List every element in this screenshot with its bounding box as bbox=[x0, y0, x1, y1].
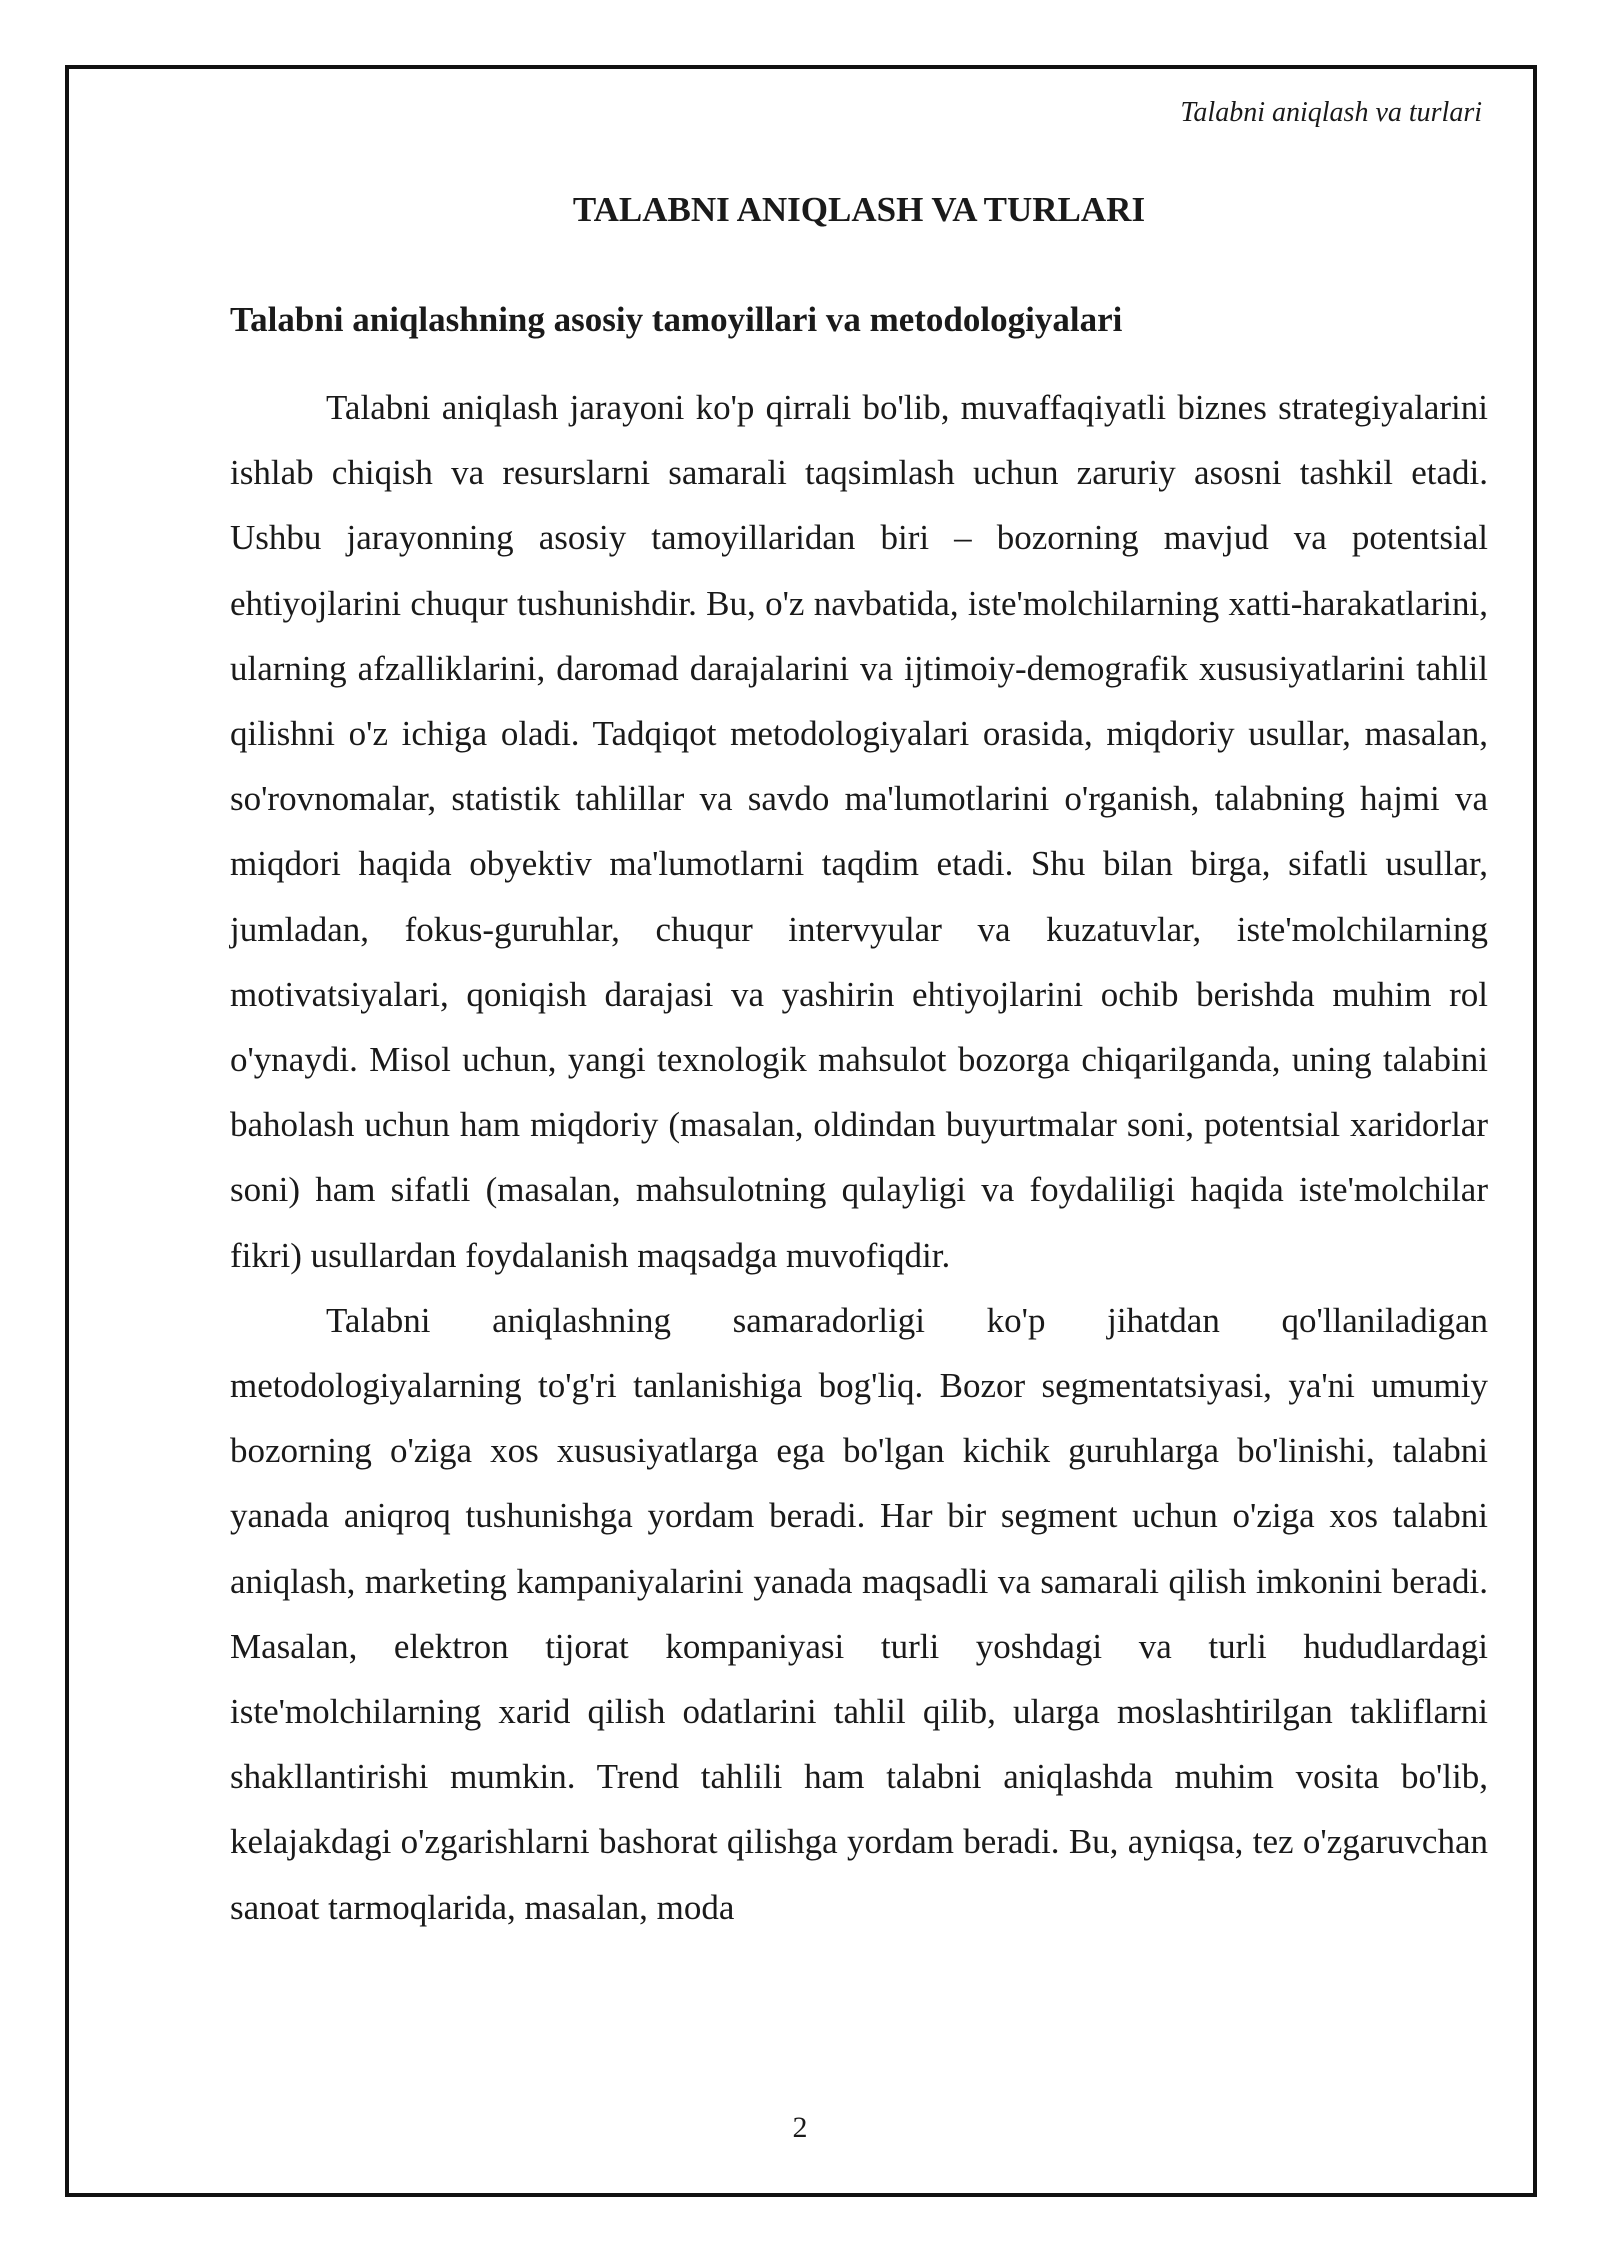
running-header: Talabni aniqlash va turlari bbox=[1180, 97, 1482, 128]
body-text bbox=[230, 375, 1488, 1940]
paragraph-1: Talabni aniqlash jarayoni ko'p qirrali bo'lib, muvaffaqiyatli biznes strategiyalarini ishlab chiqish va resurslarni samarali taqsimlash uchun zaruriy asosni tashkil etadi. Ushbu jarayonning asosiy tamoyillaridan biri – bozorning mavjud va potentsial ehtiyojlarini chuqur tushunishdir. Bu, o'z navbatida, iste'molchilarning xatti-harakatlarini, ularning afzalliklarini, daromad darajalarini va ijtimoiy-demografik xususiyatlarini tahlil qilishni o'z ichiga oladi. Tadqiqot metodologiyalari orasida, miqdoriy usullar, masalan, so'rovnomalar, statistik tahlillar va savdo ma'lumotlarini o'rganish, talabning hajmi va miqdori haqida obyektiv ma'lumotlarni taqdim etadi. Shu bilan birga, sifatli usullar, jumladan, fokus-guruhlar, chuqur intervyular va kuzatuvlar, iste'molchilarning motivatsiyalari, qoniqish darajasi va yashirin ehtiyojlarini ochib berishda muhim rol o'ynaydi. Misol uchun, yangi texnologik mahsulot bozorga chiqarilganda, uning talabini baholash uchun ham miqdoriy (masalan, oldindan buyurtmalar soni, potentsial xaridorlar soni) ham sifatli (masalan, mahsulotning qulayligi va foydaliligi haqida iste'molchilar fikri) usullardan foydalanish maqsadga muvofiqdir. bbox=[230, 388, 1488, 1275]
document-title: TALABNI ANIQLASH VA TURLARI bbox=[572, 190, 1146, 229]
section-heading: Talabni aniqlashning asosiy tamoyillari va metodologiyalari bbox=[230, 300, 1123, 339]
paragraph-2: Talabni aniqlashning samaradorligi ko'p jihatdan qo'llaniladigan metodologiyalarning to'g'ri tanlanishiga bog'liq. Bozor segmentatsiyasi, ya'ni umumiy bozorning o'ziga xos xususiyatlarga ega bo'lgan kichik guruhlarga bo'linishi, talabni yanada aniqroq tushunishga yordam beradi. Har bir segment uchun o'ziga xos talabni aniqlash, marketing kampaniyalarini yanada maqsadli va samarali qilish imkonini beradi. Masalan, elektron tijorat kompaniyasi turli yoshdagi va turli hududlardagi iste'molchilarning xarid qilish odatlarini tahlil qilib, ularga moslashtirilgan takliflarni shakllantirishi mumkin. Trend tahlili ham talabni aniqlashda muhim vosita bo'lib, kelajakdagi o'zgarishlarni bashorat qilishga yordam beradi. Bu, ayniqsa, tez o'zgaruvchan sanoat tarmoqlarida, masalan, moda bbox=[230, 1300, 1488, 1927]
page-number: 2 bbox=[792, 2111, 808, 2144]
